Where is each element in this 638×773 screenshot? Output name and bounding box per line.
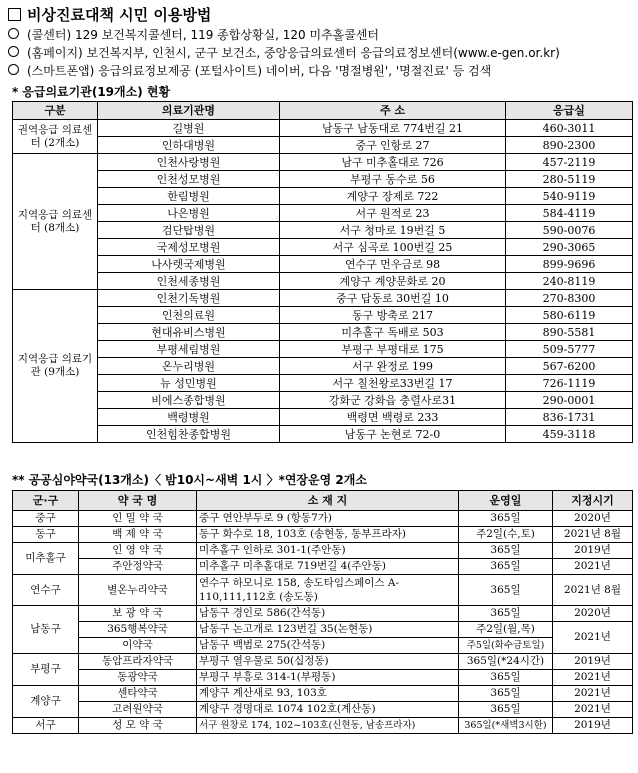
hospital-address: 계양구 장제로 722 (280, 188, 506, 205)
hospital-address: 중구 인항로 27 (280, 137, 506, 154)
table-row (13, 622, 633, 638)
hospital-address: 백령면 백령로 233 (280, 409, 506, 426)
hospital-address: 남동구 논현로 72-0 (280, 426, 506, 443)
pharmacy-name: 별온누리약국 (79, 575, 197, 606)
table-row (13, 718, 633, 734)
er-phone: 567-6200 (506, 358, 633, 375)
hospital-name: 현대유비스병원 (98, 324, 280, 341)
er-phone: 726-1119 (506, 375, 633, 392)
hospital-address: 동구 방축로 217 (280, 307, 506, 324)
pharmacy-name: 센타약국 (79, 686, 197, 702)
hospital-address: 계양구 계양문화로 20 (280, 273, 506, 290)
er-group-label: 권역응급 의료센터 (2개소) (13, 120, 98, 154)
hospital-name: 인천세종병원 (98, 273, 280, 290)
bullet-homepage: (홈페이지) 보건복지부, 인천시, 군구 보건소, 중앙응급의료센터 응급의료정보센터(www.e-gen.or.kr) (8, 44, 636, 62)
pharmacy-district: 남동구 (13, 606, 79, 654)
pharmacy-days: 주2일(수,토) (459, 527, 553, 543)
pharmacy-table-header (13, 491, 633, 511)
pharmacy-since: 2020년 (553, 606, 633, 622)
pharmacy-days: 365일 (459, 702, 553, 718)
pharmacy-name: 동암프라자약국 (79, 654, 197, 670)
pharmacy-address: 계양구 경명대로 1074 102호(계산동) (197, 702, 459, 718)
pharmacy-since: 2019년 (553, 718, 633, 734)
pharmacy-since: 2021년 (553, 670, 633, 686)
er-table-body (13, 120, 633, 443)
page-title: 비상진료대책 시민 이용방법 (8, 4, 211, 25)
hospital-address: 서구 청마로 19번길 5 (280, 222, 506, 239)
hospital-address: 부평구 동수로 56 (280, 171, 506, 188)
table-row (13, 543, 633, 559)
er-phone: 240-8119 (506, 273, 633, 290)
er-phone: 280-5119 (506, 171, 633, 188)
pharmacy-address: 중구 연안부두로 9 (항동7가) (197, 511, 459, 527)
table-row (13, 120, 633, 137)
er-phone: 290-0001 (506, 392, 633, 409)
pharmacy-since: 2019년 (553, 543, 633, 559)
er-phone: 590-0076 (506, 222, 633, 239)
er-section-title: * 응급의료기관(19개소) 현황 (12, 85, 171, 99)
col-header-district: 군·구 (13, 491, 79, 511)
pharmacy-district: 서구 (13, 718, 79, 734)
pharmacy-name: 인 영 약 국 (79, 543, 197, 559)
pharmacy-address: 남동구 논고개로 123번길 35(논현동) (197, 622, 459, 638)
er-group-label: 지역응급 의료센터 (8개소) (13, 154, 98, 290)
hospital-name: 인하대병원 (98, 137, 280, 154)
hospital-name: 길병원 (98, 120, 280, 137)
pharmacy-since: 2020년 (553, 511, 633, 527)
pharmacy-days: 주2일(월,목) (459, 622, 553, 638)
hospital-address: 서구 심곡로 100번길 25 (280, 239, 506, 256)
er-phone: 290-3065 (506, 239, 633, 256)
table-row (13, 205, 633, 222)
hospital-address: 부평구 부평대로 175 (280, 341, 506, 358)
er-phone: 459-3118 (506, 426, 633, 443)
er-phone: 584-4119 (506, 205, 633, 222)
pharmacy-name: 365행복약국 (79, 622, 197, 638)
pharmacy-days: 365일 (459, 543, 553, 559)
bullet-callcenter: (콜센터) 129 보건복지콜센터, 119 종합상황실, 120 미추홀콜센터 (8, 26, 636, 44)
pharmacy-days: 365일 (459, 606, 553, 622)
hospital-name: 비에스종합병원 (98, 392, 280, 409)
pharmacy-name: 동광약국 (79, 670, 197, 686)
pharmacy-since: 2021년 8월 (553, 575, 633, 606)
pharmacy-since: 2021년 (553, 686, 633, 702)
er-phone: 890-2300 (506, 137, 633, 154)
table-row (13, 154, 633, 171)
pharmacy-section-title: ** 공공심야약국(13개소)〈 밤10시~새벽 1시 〉*연장운영 2개소 (12, 473, 367, 487)
col-header-location: 소 재 지 (197, 491, 459, 511)
hospital-name: 뉴 성민병원 (98, 375, 280, 392)
table-row (13, 324, 633, 341)
table-row (13, 670, 633, 686)
pharmacy-district: 계양구 (13, 686, 79, 718)
contact-bullets (8, 26, 636, 80)
col-header-since: 지정시기 (553, 491, 633, 511)
pharmacy-since: 2021년 (553, 559, 633, 575)
hospital-address: 미추홀구 독배로 503 (280, 324, 506, 341)
table-row (13, 188, 633, 205)
table-row (13, 426, 633, 443)
table-row (13, 575, 633, 606)
circle-bullet-icon (8, 64, 19, 75)
hospital-address: 서구 완정로 199 (280, 358, 506, 375)
er-phone: 890-5581 (506, 324, 633, 341)
pharmacy-address: 동구 화수로 18, 103호 (송현동, 동부프라자) (197, 527, 459, 543)
hospital-name: 인천사랑병원 (98, 154, 280, 171)
pharmacy-days: 주5일(화수금토일) (459, 638, 553, 654)
pharmacy-district: 부평구 (13, 654, 79, 686)
table-row (13, 638, 633, 654)
col-header-hospital: 의료기관명 (98, 102, 280, 120)
circle-bullet-icon (8, 46, 19, 57)
checkbox-square-icon (8, 8, 21, 21)
er-phone: 270-8300 (506, 290, 633, 307)
circle-bullet-icon (8, 28, 19, 39)
pharmacy-address: 계양구 계산새로 93, 103호 (197, 686, 459, 702)
er-phone: 836-1731 (506, 409, 633, 426)
hospital-name: 인천의료원 (98, 307, 280, 324)
table-row (13, 511, 633, 527)
pharmacy-address: 남동구 백범로 275(간석동) (197, 638, 459, 654)
pharmacy-name: 보 광 약 국 (79, 606, 197, 622)
hospital-name: 백령병원 (98, 409, 280, 426)
table-row (13, 171, 633, 188)
hospital-name: 나은병원 (98, 205, 280, 222)
pharmacy-since: 2021년 (553, 702, 633, 718)
er-table-header (13, 102, 633, 120)
table-row (13, 290, 633, 307)
pharmacy-district: 중구 (13, 511, 79, 527)
hospital-name: 나사렛국제병원 (98, 256, 280, 273)
pharmacy-name: 인 밀 약 국 (79, 511, 197, 527)
hospital-address: 강화군 강화읍 충렬사로31 (280, 392, 506, 409)
hospital-name: 국제성모병원 (98, 239, 280, 256)
hospital-name: 인천성모병원 (98, 171, 280, 188)
hospital-name: 인천힘찬종합병원 (98, 426, 280, 443)
pharmacy-address: 부평구 열우물로 50(십정동) (197, 654, 459, 670)
er-table (12, 101, 633, 443)
pharmacy-since: 2021년 (553, 622, 633, 654)
pharmacy-days: 365일 (459, 686, 553, 702)
hospital-name: 인천기독병원 (98, 290, 280, 307)
pharmacy-district: 연수구 (13, 575, 79, 606)
table-row (13, 222, 633, 239)
hospital-address: 연수구 먼우금로 98 (280, 256, 506, 273)
hospital-address: 서구 원적로 23 (280, 205, 506, 222)
er-phone: 509-5777 (506, 341, 633, 358)
table-row (13, 702, 633, 718)
table-row (13, 606, 633, 622)
pharmacy-since: 2019년 (553, 654, 633, 670)
pharmacy-address: 연수구 하모니로 158, 송도타임스페이스 A-110,111,112호 (송도동) (197, 575, 459, 606)
table-row (13, 137, 633, 154)
er-phone: 899-9696 (506, 256, 633, 273)
col-header-pharmacy: 약 국 명 (79, 491, 197, 511)
pharmacy-table-body (13, 511, 633, 734)
er-phone: 580-6119 (506, 307, 633, 324)
pharmacy-address: 남동구 경인로 586(간석동) (197, 606, 459, 622)
pharmacy-address: 미추홀구 인하로 301-1(주안동) (197, 543, 459, 559)
pharmacy-name: 주안정약국 (79, 559, 197, 575)
pharmacy-name: 백 제 약 국 (79, 527, 197, 543)
table-row (13, 341, 633, 358)
hospital-address: 남동구 남동대로 774번길 21 (280, 120, 506, 137)
er-phone: 457-2119 (506, 154, 633, 171)
table-row (13, 559, 633, 575)
table-row (13, 273, 633, 290)
table-row (13, 409, 633, 426)
star-bullet-icon: ** (12, 473, 25, 487)
table-row (13, 686, 633, 702)
pharmacy-since: 2021년 8월 (553, 527, 633, 543)
hospital-address: 남구 미추홀대로 726 (280, 154, 506, 171)
hospital-name: 온누리병원 (98, 358, 280, 375)
pharmacy-address: 부평구 부흥로 314-1(부평동) (197, 670, 459, 686)
pharmacy-district: 동구 (13, 527, 79, 543)
er-phone: 460-3011 (506, 120, 633, 137)
star-bullet-icon: * (12, 85, 19, 99)
hospital-address: 서구 칠천왕로33번길 17 (280, 375, 506, 392)
col-header-days: 운영일 (459, 491, 553, 511)
pharmacy-days: 365일(*24시간) (459, 654, 553, 670)
table-row (13, 527, 633, 543)
pharmacy-address: 서구 원창로 174, 102~103호(신현동, 남송프라자) (197, 718, 459, 734)
pharmacy-name: 고려원약국 (79, 702, 197, 718)
table-row (13, 307, 633, 324)
pharmacy-table (12, 490, 633, 734)
er-group-label: 지역응급 의료기관 (9개소) (13, 290, 98, 443)
pharmacy-days: 365일 (459, 670, 553, 686)
pharmacy-name: 성 모 약 국 (79, 718, 197, 734)
hospital-name: 부평세림병원 (98, 341, 280, 358)
er-phone: 540-9119 (506, 188, 633, 205)
table-row (13, 392, 633, 409)
pharmacy-days: 365일 (459, 511, 553, 527)
hospital-address: 중구 답동로 30번길 10 (280, 290, 506, 307)
pharmacy-name: 이약국 (79, 638, 197, 654)
pharmacy-address: 미추홀구 미추홀대로 719번길 4(주안동) (197, 559, 459, 575)
table-row (13, 375, 633, 392)
pharmacy-days: 365일(*새벽3시한) (459, 718, 553, 734)
pharmacy-days: 365일 (459, 559, 553, 575)
bullet-smartphone: (스마트폰앱) 응급의료정보제공 (포털사이트) 네이버, 다음 '명절병원', '명절진료' 등 검색 (8, 62, 636, 80)
col-header-er-phone: 응급실 (506, 102, 633, 120)
table-row (13, 358, 633, 375)
hospital-name: 한림병원 (98, 188, 280, 205)
table-row (13, 239, 633, 256)
pharmacy-days: 365일 (459, 575, 553, 606)
pharmacy-district: 미추홀구 (13, 543, 79, 575)
col-header-address: 주 소 (280, 102, 506, 120)
hospital-name: 검단탑병원 (98, 222, 280, 239)
table-row (13, 256, 633, 273)
table-row (13, 654, 633, 670)
col-header-category: 구분 (13, 102, 98, 120)
